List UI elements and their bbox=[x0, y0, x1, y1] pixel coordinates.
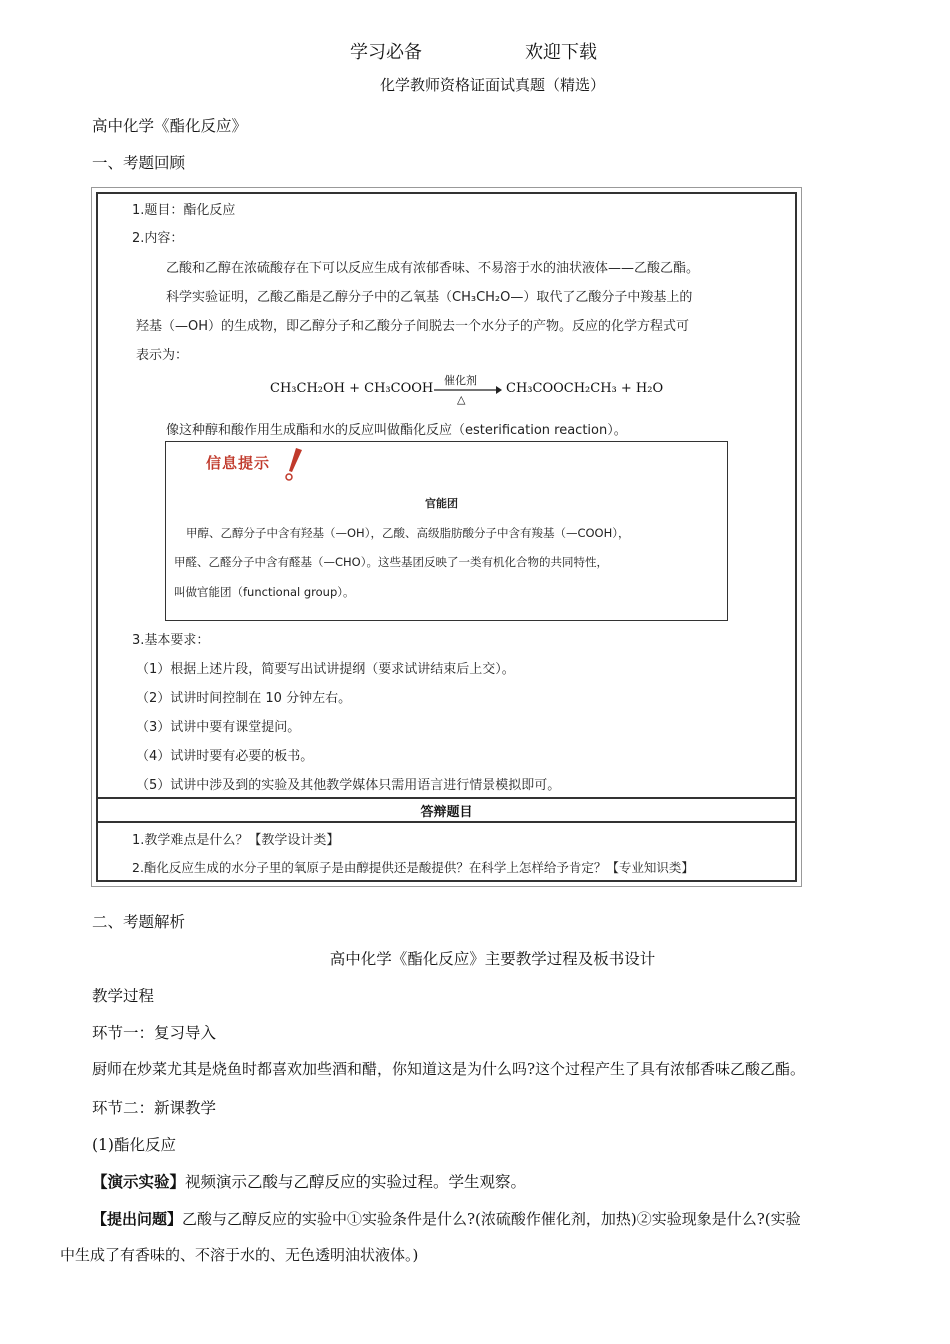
requirement-5: （5）试讲中涉及到的实验及其他教学媒体只需用语言进行情景模拟即可。 bbox=[136, 778, 561, 793]
content-paragraph-2a: 科学实验证明，乙酸乙酯是乙醇分子中的乙氧基（CH₃CH₂O—）取代了乙酸分子中羧基上的 bbox=[166, 290, 693, 305]
equation-products: CH₃COOCH₂CH₃ + H₂O bbox=[506, 381, 664, 396]
answer-section-title: 答辩题目 bbox=[420, 805, 473, 820]
step-2-heading: 环节二：新课教学 bbox=[92, 1099, 217, 1117]
header-left: 学习必备 bbox=[350, 42, 422, 63]
document-subtitle: 化学教师资格证面试真题（精选） bbox=[379, 76, 605, 94]
content-paragraph-1: 乙酸和乙醇在浓硫酸存在下可以反应生成有浓郁香味、不易溶于水的油状液体——乙酸乙酯。 bbox=[166, 261, 700, 276]
reaction-arrow-icon bbox=[432, 384, 502, 396]
content-paragraph-2c: 表示为： bbox=[136, 348, 189, 363]
demo-tag: 【演示实验】 bbox=[92, 1172, 186, 1191]
ask-tag: 【提出问题】 bbox=[92, 1210, 183, 1228]
question-item-topic: 1.题目：酯化反应 bbox=[132, 203, 236, 218]
equation-heat: △ bbox=[457, 393, 466, 406]
demo-paragraph bbox=[92, 1170, 526, 1192]
requirement-3: （3）试讲中要有课堂提问。 bbox=[136, 720, 301, 735]
ask-text-1: 乙酸与乙醇反应的实验中①实验条件是什么?(浓硫酸作催化剂，加热)②实验现象是什么?(实验 bbox=[182, 1210, 801, 1228]
question-paragraph-line-1 bbox=[92, 1208, 801, 1229]
answer-divider-top bbox=[96, 797, 797, 799]
step-1-text: 厨师在炒菜尤其是烧鱼时都喜欢加些酒和醋，你知道这是为什么吗?这个过程产生了具有浓郁香味乙酸乙酯。 bbox=[92, 1060, 806, 1078]
question-item-requirements: 3.基本要求： bbox=[132, 633, 210, 648]
hint-line-3: 叫做官能团（functional group）。 bbox=[174, 585, 355, 599]
requirement-1: （1）根据上述片段，简要写出试讲提纲（要求试讲结束后上交）。 bbox=[136, 662, 515, 677]
section-heading-analysis: 二、考题解析 bbox=[92, 913, 186, 931]
content-paragraph-2b: 羟基（—OH）的生成物，即乙醇分子和乙酸分子间脱去一个水分子的产物。反应的化学方程式可 bbox=[136, 319, 690, 334]
answer-divider-bottom bbox=[96, 821, 797, 823]
equation-catalyst: 催化剂 bbox=[444, 374, 477, 387]
hint-logo: 信息提示 bbox=[206, 454, 271, 472]
equation-reactants: CH₃CH₂OH + CH₃COOH bbox=[270, 381, 434, 396]
answer-question-1: 1.教学难点是什么？【教学设计类】 bbox=[132, 833, 340, 848]
subsection-esterification: (1)酯化反应 bbox=[92, 1136, 176, 1154]
requirement-4: （4）试讲时要有必要的板书。 bbox=[136, 749, 314, 764]
requirement-2: （2）试讲时间控制在 10 分钟左右。 bbox=[136, 691, 352, 706]
question-item-content: 2.内容： bbox=[132, 231, 184, 246]
answer-question-2: 2.酯化反应生成的水分子里的氧原子是由醇提供还是酸提供？在科学上怎样给予肯定？【专业知识类】 bbox=[132, 860, 694, 875]
question-paragraph-line-2: 中生成了有香味的、不溶于水的、无色透明油状液体。) bbox=[60, 1246, 419, 1264]
demo-text: 视频演示乙酸与乙醇反应的实验过程。学生观察。 bbox=[185, 1173, 527, 1191]
analysis-title: 高中化学《酯化反应》主要教学过程及板书设计 bbox=[329, 950, 656, 968]
topic-title: 高中化学《酯化反应》 bbox=[92, 117, 248, 135]
content-paragraph-3: 像这种醇和酸作用生成酯和水的反应叫做酯化反应（esterification reaction）。 bbox=[166, 423, 627, 438]
header-right: 欢迎下载 bbox=[525, 42, 597, 63]
step-1-heading: 环节一：复习导入 bbox=[92, 1024, 217, 1042]
hint-title: 官能团 bbox=[425, 497, 458, 510]
hint-line-2: 甲醛、乙醛分子中含有醛基（—CHO）。这些基团反映了一类有机化合物的共同特性， bbox=[174, 555, 608, 569]
section-heading-review: 一、考题回顾 bbox=[92, 154, 186, 172]
teaching-process-heading: 教学过程 bbox=[92, 987, 155, 1005]
hint-line-1: 甲醇、乙醇分子中含有羟基（—OH），乙酸、高级脂肪酸分子中含有羧基（—COOH）， bbox=[186, 526, 630, 540]
exclamation-mark-icon bbox=[282, 446, 304, 482]
